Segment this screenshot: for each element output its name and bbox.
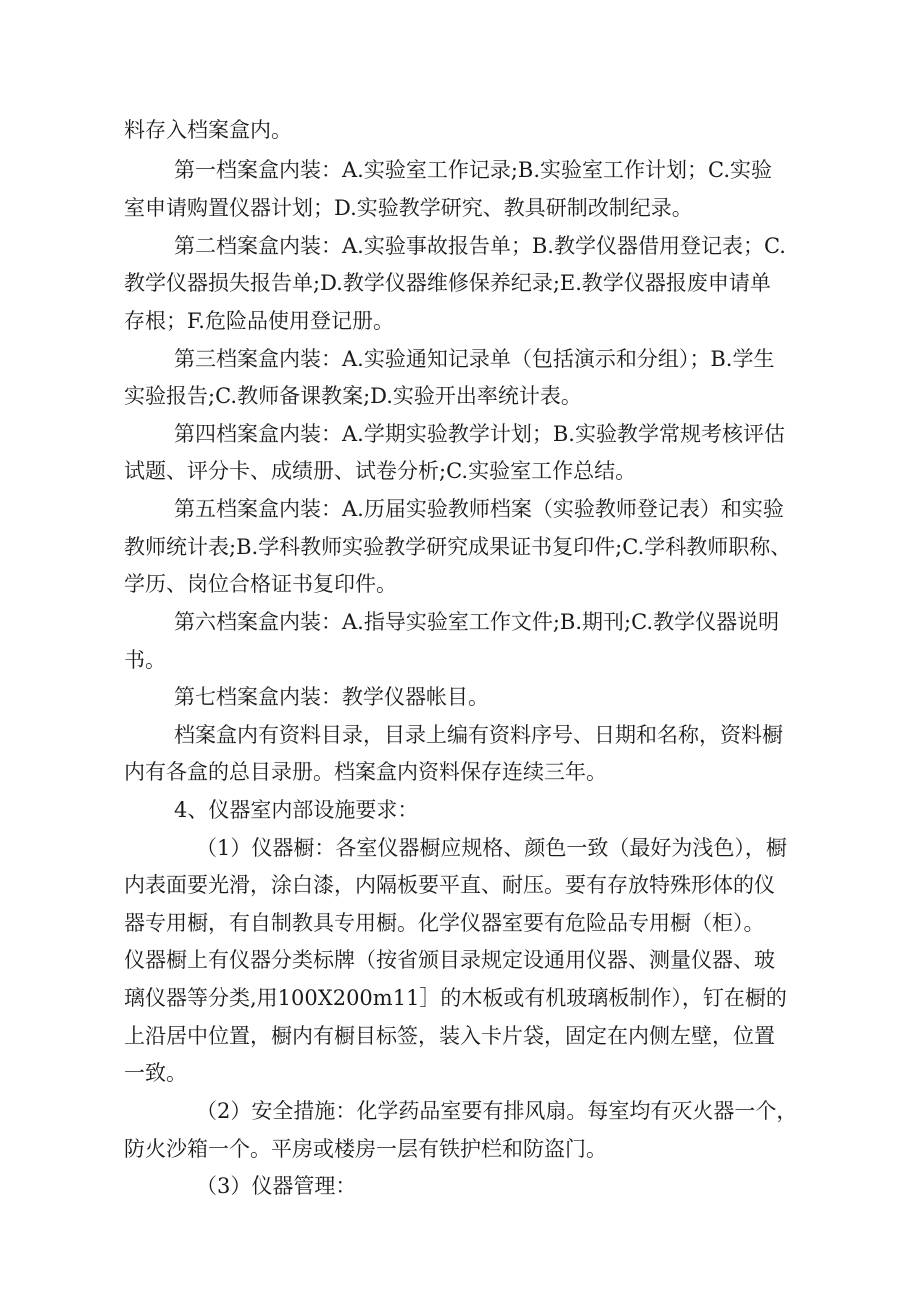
subsection-heading: （1）仪器橱：各室仪器橱应规格、颜色一致（最好为浅色），橱	[196, 836, 787, 860]
text-line: 一致。	[124, 1061, 187, 1085]
text-line: 第四档案盒内装：A.学期实验教学计划；B.实验教学常规考核评估	[174, 422, 785, 446]
text-line: 璃仪器等分类,用100X200m11］的木板或有机玻璃板制作），钉在橱的	[124, 986, 787, 1010]
text-line: 存根；F.危险品使用登记册。	[124, 309, 394, 333]
text-line: 室申请购置仪器计划；D.实验教学研究、教具研制改制纪录。	[124, 196, 693, 220]
text-line: 防火沙箱一个。平房或楼房一层有铁护栏和防盗门。	[124, 1137, 607, 1161]
text-line: 第七档案盒内装：教学仪器帐目。	[174, 685, 489, 709]
text-line: 第五档案盒内装：A.历届实验教师档案（实验教师登记表）和实验	[174, 497, 784, 521]
text-line: 上沿居中位置，橱内有橱目标签，装入卡片袋，固定在内侧左壁，位置	[124, 1024, 775, 1048]
text-line: 书。	[124, 648, 166, 672]
text-line: 教学仪器损失报告单;D.教学仪器维修保养纪录;E.教学仪器报废申请单	[124, 271, 771, 295]
text-line: 学历、岗位合格证书复印件。	[124, 572, 397, 596]
text-line: 内有各盒的总目录册。档案盒内资料保存连续三年。	[124, 760, 607, 784]
text-line: 教师统计表;B.学科教师实验教学研究成果证书复印件;C.学科教师职称、	[124, 535, 792, 559]
text-line: 第三档案盒内装：A.实验通知记录单（包括演示和分组）；B.学生	[174, 347, 775, 371]
text-line: 第一档案盒内装：A.实验室工作记录;B.实验室工作计划；C.实验	[174, 158, 773, 182]
section-heading: 4、仪器室内部设施要求：	[174, 798, 419, 822]
text-line: 仪器橱上有仪器分类标牌（按省颁目录规定设通用仪器、测量仪器、玻	[124, 948, 775, 972]
text-line: 器专用橱，有自制教具专用橱。化学仪器室要有危险品专用橱（柜）。	[124, 911, 765, 935]
subsection-heading: （3）仪器管理：	[196, 1174, 357, 1198]
subsection-heading: （2）安全措施：化学药品室要有排风扇。每室均有灭火器一个，	[196, 1099, 798, 1123]
text-line: 试题、评分卡、成绩册、试卷分析;C.实验室工作总结。	[124, 459, 637, 483]
text-line: 档案盒内有资料目录，目录上编有资料序号、日期和名称，资料橱	[174, 723, 783, 747]
text-line: 第六档案盒内装：A.指导实验室工作文件;B.期刊;C.教学仪器说明	[174, 610, 780, 634]
text-line: 第二档案盒内装：A.实验事故报告单；B.教学仪器借用登记表；C.	[174, 234, 786, 258]
text-line: 内表面要光滑，涂白漆，内隔板要平直、耐压。要有存放特殊形体的仪	[124, 873, 775, 897]
text-line: 料存入档案盒内。	[124, 118, 292, 142]
text-line: 实验报告;C.教师备课教案;D.实验开出率统计表。	[124, 384, 582, 408]
